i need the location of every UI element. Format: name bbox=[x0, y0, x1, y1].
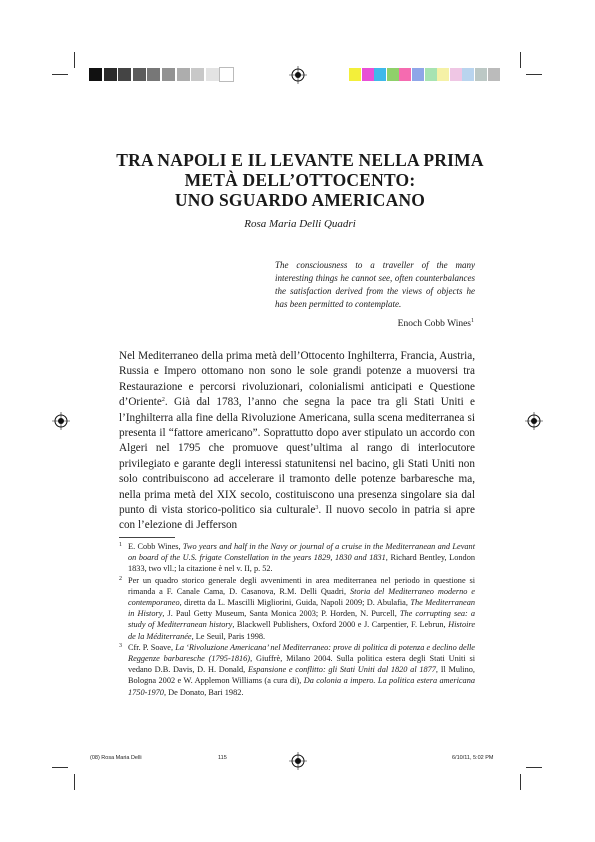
gray-swatch bbox=[133, 68, 146, 81]
crop-mark-top-left-h bbox=[52, 74, 68, 75]
footnotes bbox=[119, 541, 475, 698]
crop-mark-bottom-right-v bbox=[520, 774, 521, 790]
registration-mark-icon bbox=[525, 412, 543, 430]
gray-swatch bbox=[89, 68, 102, 81]
italic-title: Two years and half in the Navy or journal of a cruise in the Mediterranean and Levant on board of the U.S. frigate Constellation in the years 1829, 1830 and 1831 bbox=[128, 542, 475, 563]
registration-mark-icon bbox=[289, 752, 307, 770]
registration-mark-icon bbox=[52, 412, 70, 430]
footnote bbox=[119, 575, 475, 642]
epigraph-author: Enoch Cobb Wines bbox=[397, 319, 471, 329]
paragraph bbox=[119, 349, 475, 534]
title-line: UNO SGUARDO AMERICANO bbox=[174, 190, 426, 210]
crop-mark-bottom-left-h bbox=[52, 767, 68, 768]
footnote-ref: 3 bbox=[315, 505, 319, 512]
color-swatch bbox=[437, 68, 449, 81]
slug-filename: (08) Rosa Maria Delli bbox=[90, 755, 142, 761]
text-run: , De Donato, Bari 1982. bbox=[163, 687, 244, 697]
text-run: Per un quadro storico generale degli avvenimenti in area mediterranea nel periodo in questione si rimanda a F. Canale Cama, D. Casanova, R.M. Delli Quadri, bbox=[128, 575, 475, 596]
color-swatch bbox=[488, 68, 500, 81]
footnote bbox=[119, 642, 475, 698]
text-run: , Blackwell Publishers, Oxford 2000 e J. Carpentier, F. Lebrun, bbox=[232, 620, 449, 630]
crop-mark-bottom-left-v bbox=[74, 774, 75, 790]
text-run: , J. Paul Getty Museum, Santa Monica 2003; P. Horden, N. Purcell, bbox=[162, 609, 400, 619]
slug-page-number: 115 bbox=[218, 755, 227, 761]
article-title bbox=[100, 150, 500, 210]
text-run: Nel Mediterraneo della prima metà dell’Ottocento Inghilterra, Francia, Austria, Russia e Impero ottomano non sono le sole grandi potenze a muoversi tra Restaurazione e percorsi rivoluzionari, colonialismi anticipati e Questione d’Oriente bbox=[119, 350, 475, 409]
registration-mark-icon bbox=[289, 66, 307, 84]
footnote-separator bbox=[119, 537, 175, 538]
color-swatch bbox=[462, 68, 474, 81]
title-line: TRA NAPOLI E IL LEVANTE NELLA PRIMA bbox=[116, 150, 484, 170]
epigraph-text: The consciousness to a traveller of the many interesting things he cannot see, often counterbalances the satisfaction derived from the views of objects he has been permitted to contemplate. bbox=[275, 260, 475, 309]
footnote-number: 2 bbox=[119, 575, 122, 582]
italic-title: Storia del Mediterraneo moderno e contemporaneo bbox=[128, 586, 475, 608]
footnote-number: 1 bbox=[119, 542, 122, 548]
epigraph-source bbox=[300, 319, 474, 329]
italic-title: Histoire de la Méditerranée bbox=[128, 620, 475, 641]
color-swatch bbox=[412, 68, 424, 81]
color-swatch bbox=[387, 68, 399, 81]
text-run: Cfr. P. Soave, bbox=[128, 642, 176, 652]
text-run: , diretta da L. Mascilli Migliorini, Guida, Napoli 2009; D. Abulafia, bbox=[179, 598, 411, 608]
text-run: , Richard Bentley, London 1833, two vll.; la citazione è nel v. II, p. 52. bbox=[128, 553, 475, 574]
gray-swatch bbox=[177, 68, 190, 81]
gray-swatch bbox=[191, 68, 204, 81]
color-swatch bbox=[374, 68, 386, 81]
gray-swatch bbox=[206, 68, 219, 81]
italic-title: La ‘Rivoluzione Americana’ nel Mediterraneo: prove di politica di potenza e declino delle Reggenze barbaresche (1795-1816) bbox=[128, 642, 475, 664]
text-run: , Giuffrè, Milano 2004. Sulla politica estera degli Stati Uniti si vedano D.B. Davis, D. H. Donald, bbox=[128, 654, 475, 675]
footnote-number: 3 bbox=[119, 642, 122, 649]
gray-swatch bbox=[147, 68, 160, 81]
footnote-ref: 1 bbox=[471, 318, 474, 324]
body-text bbox=[119, 349, 475, 534]
crop-mark-top-right-v bbox=[520, 52, 521, 68]
color-swatch bbox=[475, 68, 487, 81]
crop-mark-top-left-v bbox=[74, 52, 75, 68]
crop-mark-bottom-right-h bbox=[526, 767, 542, 768]
gray-swatch bbox=[220, 68, 233, 81]
color-swatch bbox=[349, 68, 361, 81]
color-swatch bbox=[450, 68, 462, 81]
footnote bbox=[119, 541, 475, 575]
footnote-ref: 2 bbox=[161, 397, 165, 404]
italic-title: Espansione e conflitto: gli Stati Uniti dal 1820 al 1877 bbox=[247, 665, 436, 675]
text-run: . Il nuovo secolo in patria si apre con l’elezione di Jefferson bbox=[119, 504, 475, 532]
gray-swatch bbox=[104, 68, 117, 81]
text-run: , Il Mulino, Bologna 2002 e W. Applemon Williams (a cura di), bbox=[128, 665, 475, 686]
gray-swatch bbox=[162, 68, 175, 81]
color-swatch bbox=[399, 68, 411, 81]
italic-title: The Mediterranean in History bbox=[128, 598, 475, 619]
author-name: Rosa Maria Delli Quadri bbox=[244, 218, 356, 230]
color-swatch bbox=[425, 68, 437, 81]
color-swatch bbox=[362, 68, 374, 81]
italic-title: The corrupting sea: a study of Mediterranean history bbox=[128, 609, 476, 630]
slug-timestamp: 6/10/11, 5:02 PM bbox=[452, 755, 494, 761]
text-run: , Le Seuil, Paris 1998. bbox=[191, 631, 266, 641]
text-run: E. Cobb Wines, bbox=[128, 542, 183, 551]
text-run: . Già dal 1783, l’anno che segna la pace tra gli Stati Uniti e l’Inghilterra alla fine della Rivoluzione Americana, sulla scena mediterranea si presenta il “fattore americano”. Soprattutto dopo aver stipulato un accordo con Algeri nel 1795 che promuove quest’ultima al rango di interlocutore privilegiato e garante degli interessi statunitensi nel bacino, gli Stati Uniti non solo contribuiscono ad accelerare il tramonto delle potenze barbaresche ma, nella prima metà del XIX secolo, costituiscono una presenza singolare sia dal punto di vista storico-politico sia culturale bbox=[119, 396, 475, 517]
title-line: METÀ DELL’OTTOCENTO: bbox=[184, 170, 416, 190]
crop-mark-top-right-h bbox=[526, 74, 542, 75]
italic-title: Da colonia a impero. La politica estera americana 1750-1970 bbox=[128, 676, 475, 697]
gray-swatch bbox=[118, 68, 131, 81]
